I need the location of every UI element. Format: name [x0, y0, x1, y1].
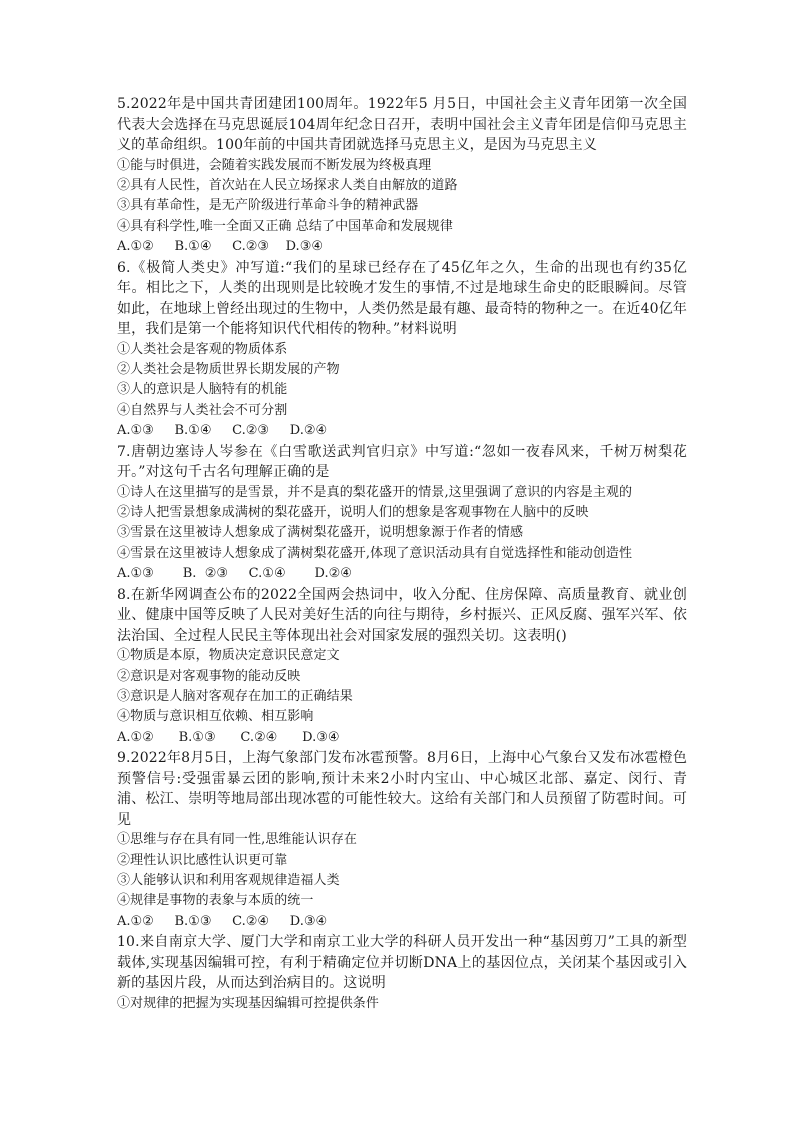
answer-choices: A.①② B.①④ C.②③ D.③④ [117, 239, 324, 255]
question-stem: 6.《极简人类史》冲写道:“我们的星球已经存在了45亿年之久，生命的出现也有约35亿年。相比之下，人类的出现则是比较晚才发生的事情,不过是地球生命史的眨眼瞬间。尽管如此，在地球上曾经出现过的生物中，人类仍然是最有趣、最奇特的物种之一。在近40亿年里，我们是第一个能将知识代代相传的物种。”材料说明 [117, 259, 687, 338]
option-2: ②人类社会是物质世界长期发展的产物 [117, 361, 340, 377]
question-stem: 8.在新华网调查公布的2022全国两会热词中，收入分配、住房保障、高质量教育、就业创业、健康中国等反映了人民对美好生活的向往与期待，乡村振兴、正风反腐、强军兴军、依法治国、全过程人民民主等体现出社会对国家发展的强烈关切。这表明() [117, 586, 687, 644]
question-6 [117, 258, 687, 442]
answer-choices: A.①② B.①③ C.②④ D.③④ [117, 913, 328, 929]
answer-choices: A.①③ B. ②③ C.①④ D.②④ [117, 566, 352, 582]
question-stem: 10.来自南京大学、厦门大学和南京工业大学的科研人员开发出一种“基因剪刀”工具的新型载体,实现基因编辑可控，有利于精确定位并切断DNA上的基因位点，关闭某个基因或引入新的基因片段，从而达到治病目的。这说明 [117, 934, 687, 992]
exam-page [117, 94, 687, 1014]
question-9 [117, 748, 687, 932]
option-4: ④物质与意识相互依赖、相互影响 [117, 709, 314, 725]
option-1: ①诗人在这里描写的是雪景，并不是真的梨花盛开的情景,这里强调了意识的内容是主观的 [117, 484, 633, 500]
option-3: ③人的意识是人脑特有的机能 [117, 382, 288, 398]
question-10 [117, 932, 687, 1014]
option-3: ③意识是人脑对客观存在加工的正确结果 [117, 688, 353, 704]
question-7 [117, 442, 687, 585]
option-2: ②诗人把雪景想象成满树的梨花盛开，说明人们的想象是客观事物在人脑中的反映 [117, 504, 589, 520]
option-4: ④雪景在这里被诗人想象成了满树梨花盛开,体现了意识活动具有自觉选择性和能动创造性 [117, 545, 633, 561]
question-stem: 7.唐朝边塞诗人岑参在《白雪歌送武判官归京》中写道:“忽如一夜春风来，千树万树梨花开。”对这句千古名句理解正确的是 [117, 443, 687, 481]
option-1: ①对规律的把握为实现基因编辑可控提供条件 [117, 995, 380, 1011]
option-3: ③雪景在这里被诗人想象成了满树梨花盛开，说明想象源于作者的情感 [117, 525, 524, 541]
option-1: ①能与时俱进，会随着实践发展而不断发展为终极真理 [117, 157, 432, 173]
question-stem: 5.2022年是中国共青团建团100周年。1922年5 月5日，中国社会主义青年团第一次全国代表大会选择在马克思诞辰104周年纪念日召开，表明中国社会主义青年团是信仰马克思主义的革命组织。100年前的中国共青团就选择马克思主义，是因为马克思主义 [117, 96, 687, 153]
answer-choices: A.①② B.①③ C.②④ D.③④ [117, 729, 340, 745]
option-2: ②具有人民性，首次站在人民立场探求人类自由解放的道路 [117, 177, 458, 193]
option-1: ①人类社会是客观的物质体系 [117, 341, 288, 357]
option-4: ④规律是事物的表象与本质的统一 [117, 893, 314, 909]
question-8 [117, 585, 687, 749]
option-3: ③具有革命性，是无产阶级进行革命斗争的精神武器 [117, 198, 419, 214]
question-5 [117, 94, 687, 258]
option-1: ①物质是本原，物质决定意识民意定文 [117, 648, 340, 664]
answer-choices: A.①③ B.①④ C.②③ D.②④ [117, 423, 328, 439]
option-1: ①思维与存在具有同一性,思维能认识存在 [117, 832, 358, 848]
option-3: ③人能够认识和利用客观规律造福人类 [117, 872, 340, 888]
option-4: ④具有科学性,唯一全面又正确 总结了中国革命和发展规律 [117, 218, 453, 234]
option-2: ②意识是对客观事物的能动反映 [117, 668, 301, 684]
option-4: ④自然界与人类社会不可分割 [117, 402, 288, 418]
option-2: ②理性认识比感性认识更可靠 [117, 852, 288, 868]
question-stem: 9.2022年8月5日，上海气象部门发布冰雹预警。8月6日，上海中心气象台又发布冰雹橙色预警信号:受强雷暴云团的影响,预计未来2小时内宝山、中心城区北部、嘉定、闵行、青浦、松江、崇明等地局部出现冰雹的可能性较大。这给有关部门和人员预留了防雹时间。可见 [117, 750, 687, 828]
